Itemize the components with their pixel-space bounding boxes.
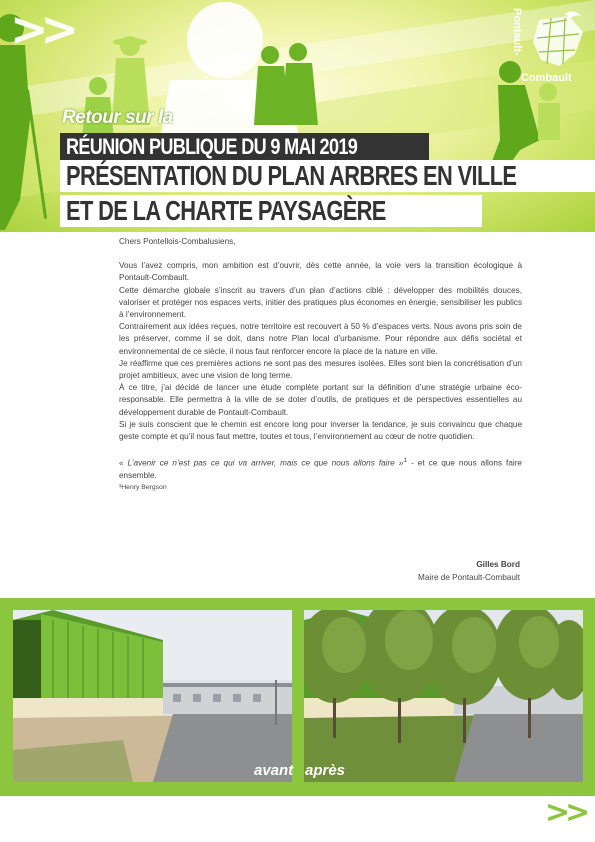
figure-right-walker xyxy=(538,83,560,140)
caption-after: après xyxy=(305,762,346,779)
logo-text-bottom: Combault xyxy=(521,72,572,84)
quote-footnote-marker: 1 xyxy=(403,457,408,465)
city-map-bird-logo-icon xyxy=(525,10,587,70)
quote-continuation: - et ce que nous allons faire ensemble. xyxy=(119,458,522,481)
before-after-panel xyxy=(0,598,595,796)
title-bar-light-2 xyxy=(60,195,482,227)
title-line-2: PRÉSENTATION DU PLAN ARBRES EN VILLE xyxy=(66,160,517,191)
title-bar-light-1 xyxy=(60,160,595,192)
title-line-1: RÉUNION PUBLIQUE DU 9 MAI 2019 xyxy=(66,134,358,159)
letter-paragraph: Vous l’avez compris, mon ambition est d’ouvrir, dès cette année, la voie vers la transition écologique à Pontault-Combault. xyxy=(119,261,522,283)
letter-paragraph: Je réaffirme que ces premières actions ne sont pas des mesures isolées. Elles sont bien la concrétisation d’un projet ambitieux, avec une vision de long terme. xyxy=(119,358,522,381)
title-line-3: ET DE LA CHARTE PAYSAGÈRE xyxy=(66,195,386,226)
after-photo-illustration xyxy=(304,610,583,782)
photo-before xyxy=(13,610,292,782)
signature-title: Maire de Pontault-Combault xyxy=(418,572,520,582)
caption-before: avant xyxy=(254,762,294,779)
letter-greeting: Chers Pontellois-Combalusiens, xyxy=(119,237,236,246)
quote-text: « L’avenir ce n’est pas ce qui va arriver, mais ce que nous allons faire » xyxy=(119,458,404,468)
signature-name: Gilles Bord xyxy=(476,560,520,569)
city-logo xyxy=(509,8,589,90)
signature xyxy=(418,559,520,584)
letter-paragraph: Contrairement aux idées reçues, notre territoire est recouvert à 50 % d’espaces verts. Nous avons pris soin de les préserver, comme il se doit, dans notre Plan local d’urbanisme. Pour répondre aux défis sociétal et environnemental de ce siècle, il nous faut renforcer encore la place de la nature en ville. xyxy=(119,322,522,356)
logo-text-vertical: Pontault- xyxy=(511,8,523,56)
photo-after xyxy=(304,610,583,782)
letter-paragraph: Si je suis conscient que le chemin est encore long pour inverser la tendance, je suis convaincu que chaque geste compte et qu’il nous faut mettre, toutes et tous, l’environnement au cœur de notre quotidien. xyxy=(119,419,522,442)
letter-paragraph: Cette démarche globale s’inscrit au travers d’un plan d’actions ciblé : développer des mobilités douces, valoriser et protéger nos espaces verts, initier des pratiques plus économes en énergie, sensibiliser les publics à l’environnement. xyxy=(119,285,522,320)
before-photo-illustration xyxy=(13,610,292,782)
letter-quote xyxy=(119,455,522,482)
letter-paragraph: À ce titre, j’ai décidé de lancer une étude complète portant sur la définition d’une stratégie urbaine éco-responsable. Elle permettra à la ville de se doter d’outils, de pratiques et de perspectives essentielles au développement durable de Pontault-Combault. xyxy=(119,383,522,417)
chevron-right-icon: >> xyxy=(545,795,586,830)
header-kicker: Retour sur la xyxy=(62,107,173,128)
title-bar-dark xyxy=(60,133,429,160)
mayor-letter xyxy=(119,236,522,495)
footnote: ¹Henry Bergson xyxy=(119,484,167,492)
chevron-right-icon: >> xyxy=(10,2,72,56)
header-banner xyxy=(0,0,595,232)
